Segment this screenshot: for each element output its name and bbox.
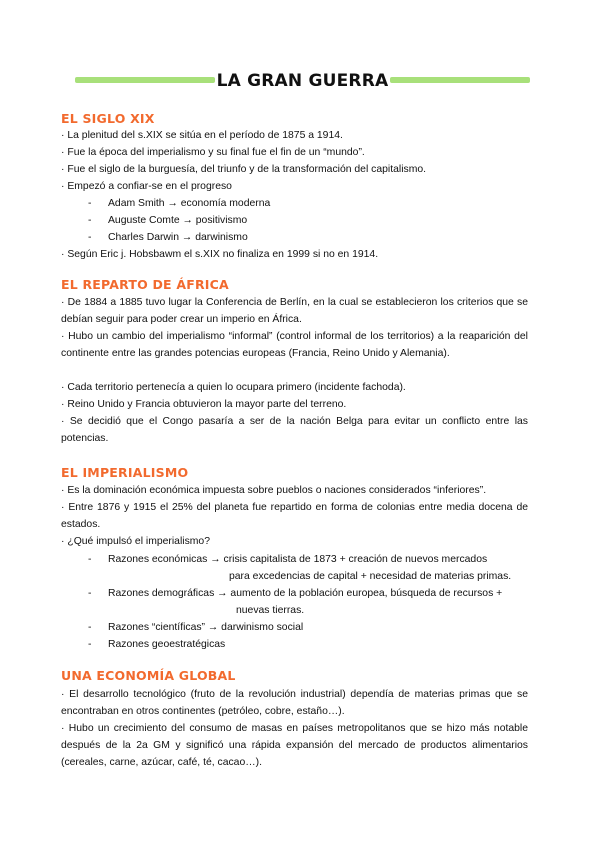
list-item-continuation: nuevas tierras. xyxy=(236,605,305,616)
list-item: Adam Smith → economía moderna xyxy=(108,198,271,209)
title-block xyxy=(75,68,530,96)
paragraph: · Hubo un crecimiento del consumo de masas en países metropolitanos que se hizo más notable después de la 2a GM y significó una rápida expansión del mercado de productos alimentarios (cereales, carne, azúcar, café, té, cacao…). xyxy=(61,723,528,768)
section-heading-global: UNA ECONOMÍA GLOBAL xyxy=(61,668,236,683)
title-bar-left xyxy=(75,77,215,83)
text-line: · La plenitud del s.XIX se sitúa en el período de 1875 a 1914. xyxy=(61,130,343,141)
text-line: · Fue el siglo de la burguesía, del triunfo y de la transformación del capitalismo. xyxy=(61,164,427,175)
text-line: · Empezó a confiar-se en el progreso xyxy=(61,181,232,192)
paragraph: · Entre 1876 y 1915 el 25% del planeta fue repartido en forma de colonias entre media docena de estados. xyxy=(61,502,528,530)
section-heading-imperialismo: EL IMPERIALISMO xyxy=(61,465,189,480)
paragraph: · ¿Qué impulsó el imperialismo? xyxy=(61,536,210,547)
paragraph: · Cada territorio pertenecía a quien lo ocupara primero (incidente fachoda). xyxy=(61,382,406,393)
section-heading-africa: EL REPARTO DE ÁFRICA xyxy=(61,277,229,292)
paragraph: · El desarrollo tecnológico (fruto de la revolución industrial) dependía de materias primas que se encontraban en otros continentes (petróleo, cobre, estaño…). xyxy=(61,689,528,717)
bullet-dash: - xyxy=(88,198,92,209)
paragraph: · De 1884 a 1885 tuvo lugar la Conferencia de Berlín, en la cual se establecieron los criterios que se debían seguir para poder crear un imperio en África. xyxy=(61,297,528,325)
list-item: Auguste Comte → positivismo xyxy=(108,215,248,226)
list-item: Razones “científicas” → darwinismo social xyxy=(108,622,304,633)
bullet-dash: - xyxy=(88,215,92,226)
bullet-dash: - xyxy=(88,232,92,243)
paragraph: · Reino Unido y Francia obtuvieron la mayor parte del terreno. xyxy=(61,399,347,410)
list-item: Charles Darwin → darwinismo xyxy=(108,232,248,243)
paragraph: · Hubo un cambio del imperialismo “informal” (control informal de los territorios) a la reaparición del continente entre las grandes potencias europeas (Francia, Reino Unido y Alemania). xyxy=(61,331,528,359)
list-item: Razones económicas → crisis capitalista de 1873 + creación de nuevos mercados xyxy=(108,554,488,565)
paragraph: · Es la dominación económica impuesta sobre pueblos o naciones considerados “inferiores”. xyxy=(61,485,487,496)
page-title: LA GRAN GUERRA xyxy=(216,71,389,91)
bullet-dash: - xyxy=(88,554,92,565)
section-heading-siglo: EL SIGLO XIX xyxy=(61,111,155,126)
text-line: · Fue la época del imperialismo y su final fue el fin de un “mundo”. xyxy=(61,147,365,158)
list-item-continuation: para excedencias de capital + necesidad de materias primas. xyxy=(229,571,512,582)
bullet-dash: - xyxy=(88,639,92,650)
list-item: Razones geoestratégicas xyxy=(108,639,226,650)
title-bar-right xyxy=(390,77,530,83)
list-item: Razones demográficas → aumento de la población europea, búsqueda de recursos + xyxy=(108,588,503,599)
paragraph: · Se decidió que el Congo pasaría a ser de la nación Belga para evitar un conflicto entre las potencias. xyxy=(61,416,528,444)
text-line: · Según Eric j. Hobsbawm el s.XIX no finaliza en 1999 si no en 1914. xyxy=(61,249,379,260)
bullet-dash: - xyxy=(88,622,92,633)
bullet-dash: - xyxy=(88,588,92,599)
